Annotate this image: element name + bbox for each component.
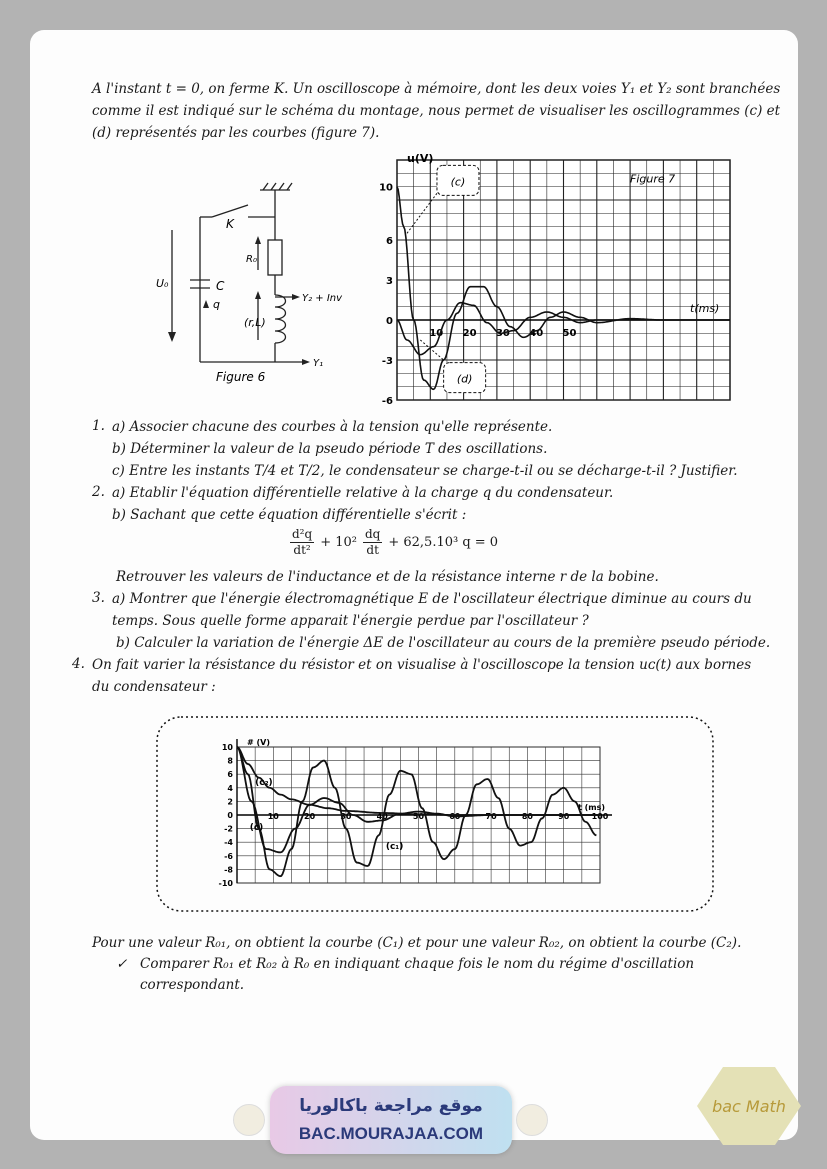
fig8-xlabel: t (ms) [578, 803, 606, 812]
q2-retrouver: Retrouver les valeurs de l'inductance et de la résistance interne r de la bobine. [116, 569, 659, 585]
q4-check-icon: ✓ [116, 956, 128, 972]
fig8-xtick: 10 [267, 812, 279, 821]
label-c: C [216, 279, 225, 293]
fig7-ytick: 0 [386, 316, 393, 327]
fig8-ytick: -8 [224, 865, 233, 875]
fig8-label-c2: (c₂) [255, 778, 273, 788]
q1-number: 1. [92, 418, 105, 434]
fig8-xtick: 90 [558, 812, 570, 821]
switch-k [212, 205, 248, 217]
eq-num1: d²q [292, 527, 313, 541]
fig7-ylabel: u(V) [407, 152, 434, 165]
fig8-xtick: 30 [340, 812, 352, 821]
intro-line-2: comme il est indiqué sur le schéma du montage, nous permet de visualiser les oscillogrammes (c) et [92, 103, 781, 119]
q4-line2: du condensateur : [92, 679, 216, 695]
fig8-label-c1: (c₁) [385, 842, 404, 852]
label-u0: U₀ [156, 277, 169, 290]
intro-line-3: (d) représentés par les courbes (figure 7). [92, 125, 380, 141]
fig7-xlabel: t(ms) [690, 302, 720, 315]
q3-a-line2: temps. Sous quelle forme apparait l'énergie perdue par l'oscillateur ? [112, 613, 589, 629]
differential-equation [290, 527, 498, 558]
eq-end: + 62,5.10³ q = 0 [388, 535, 499, 550]
figure-7-chart [375, 150, 740, 410]
fig7-ytick: 3 [386, 276, 393, 287]
q2-number: 2. [92, 484, 105, 500]
label-k: K [226, 217, 234, 231]
fig8-xtick: 20 [304, 812, 316, 821]
q3-a-line1: a) Montrer que l'énergie électromagnétique E de l'oscillateur électrique diminue au cours du [112, 591, 752, 607]
fig7-xtick: 50 [562, 328, 577, 339]
fig8-ytick: 0 [227, 811, 233, 820]
fig7-xtick: 10 [429, 328, 444, 339]
fig7-xtick: 40 [529, 328, 544, 339]
fig7-xtick: 20 [462, 328, 477, 339]
eq-den2: dt [366, 543, 379, 557]
site-badge[interactable] [270, 1086, 512, 1154]
fig8-ytick: -4 [224, 838, 233, 848]
fig8-xtick: 100 [591, 812, 609, 821]
resistor-r0 [268, 240, 282, 275]
q3-b: b) Calculer la variation de l'énergie ΔE de l'oscillateur au cours de la première pseudo période. [116, 635, 771, 651]
q1-b: b) Déterminer la valeur de la pseudo période T des oscillations. [112, 441, 548, 457]
fig7-xtick: 30 [495, 328, 510, 339]
fig8-label-c: (c) [249, 822, 264, 833]
q4-number: 4. [72, 656, 85, 672]
eq-den1: dt² [293, 543, 311, 557]
fig8-ytick: 8 [227, 756, 233, 766]
label-r0: R₀ [246, 254, 257, 265]
bac-math-logo [697, 1067, 801, 1145]
fig7-label-d: (d) [456, 372, 473, 386]
fig8-ytick: -10 [218, 879, 233, 888]
eq-num2: dq [364, 527, 381, 541]
right-logo-icon [516, 1104, 548, 1136]
fig7-ytick: 6 [386, 236, 393, 247]
fig8-ytick: -6 [224, 851, 233, 861]
site-url[interactable]: BAC.MOURAJAA.COM [298, 1124, 484, 1143]
fig8-ylabel: # (V) [247, 738, 270, 747]
fig8-ytick: 10 [221, 743, 233, 752]
q4-compare-line2: correspondant. [140, 977, 245, 993]
fig8-xtick: 50 [412, 812, 425, 821]
logo-text: bac Math [712, 1097, 786, 1116]
intro-line-1: A l'instant t = 0, on ferme K. Un oscilloscope à mémoire, dont les deux voies Y₁ et Y₂ sont branchées [92, 81, 781, 97]
fig8-ytick: 6 [227, 770, 233, 780]
fig7-ytick: 10 [379, 182, 393, 194]
label-y1: Y₁ [313, 358, 324, 369]
eq-mid: + 10² [320, 535, 357, 550]
q4-compare-line1: Comparer R₀₁ et R₀₂ à R₀ en indiquant chaque fois le nom du régime d'oscillation [140, 956, 695, 972]
fig8-xtick: 60 [449, 812, 461, 821]
q1-a: a) Associer chacune des courbes à la tension qu'elle représente. [112, 419, 553, 435]
fig8-xtick: 40 [376, 812, 388, 821]
fig7-ytick: -3 [381, 356, 393, 367]
label-rl: (r,L) [244, 316, 266, 329]
left-logo-icon [233, 1104, 265, 1136]
fig7-ytick: -6 [381, 396, 393, 407]
figure-8-chart [155, 715, 715, 913]
fig7-caption: Figure 7 [630, 172, 676, 186]
q2-b: b) Sachant que cette équation différentielle s'écrit : [112, 507, 467, 523]
fig8-xtick: 70 [485, 812, 497, 821]
fig8-xtick: 80 [521, 812, 533, 821]
label-y2: Y₂ + Inv [302, 293, 343, 304]
figure-6-caption: Figure 6 [216, 370, 266, 384]
fig8-ytick: 4 [227, 783, 233, 793]
q3-number: 3. [92, 590, 105, 606]
q4-after: Pour une valeur R₀₁, on obtient la courbe (C₁) et pour une valeur R₀₂, on obtient la courbe (C₂). [92, 935, 742, 951]
site-name-arabic: موقع مراجعة باكالوريا [299, 1096, 483, 1116]
fig8-ytick: -2 [224, 824, 233, 834]
fig8-ytick: 2 [227, 797, 233, 807]
q2-a: a) Etablir l'équation différentielle relative à la charge q du condensateur. [112, 485, 614, 501]
coil-rl [275, 295, 286, 343]
label-q: q [213, 298, 220, 311]
q1-c: c) Entre les instants T/4 et T/2, le condensateur se charge-t-il ou se décharge-t-il ? Justifier. [112, 463, 738, 479]
fig7-label-c: (c) [450, 175, 466, 189]
figure-6-circuit [150, 180, 370, 390]
q4-line1: On fait varier la résistance du résistor et on visualise à l'oscilloscope la tension uᴄ(t) aux bornes [92, 657, 752, 673]
